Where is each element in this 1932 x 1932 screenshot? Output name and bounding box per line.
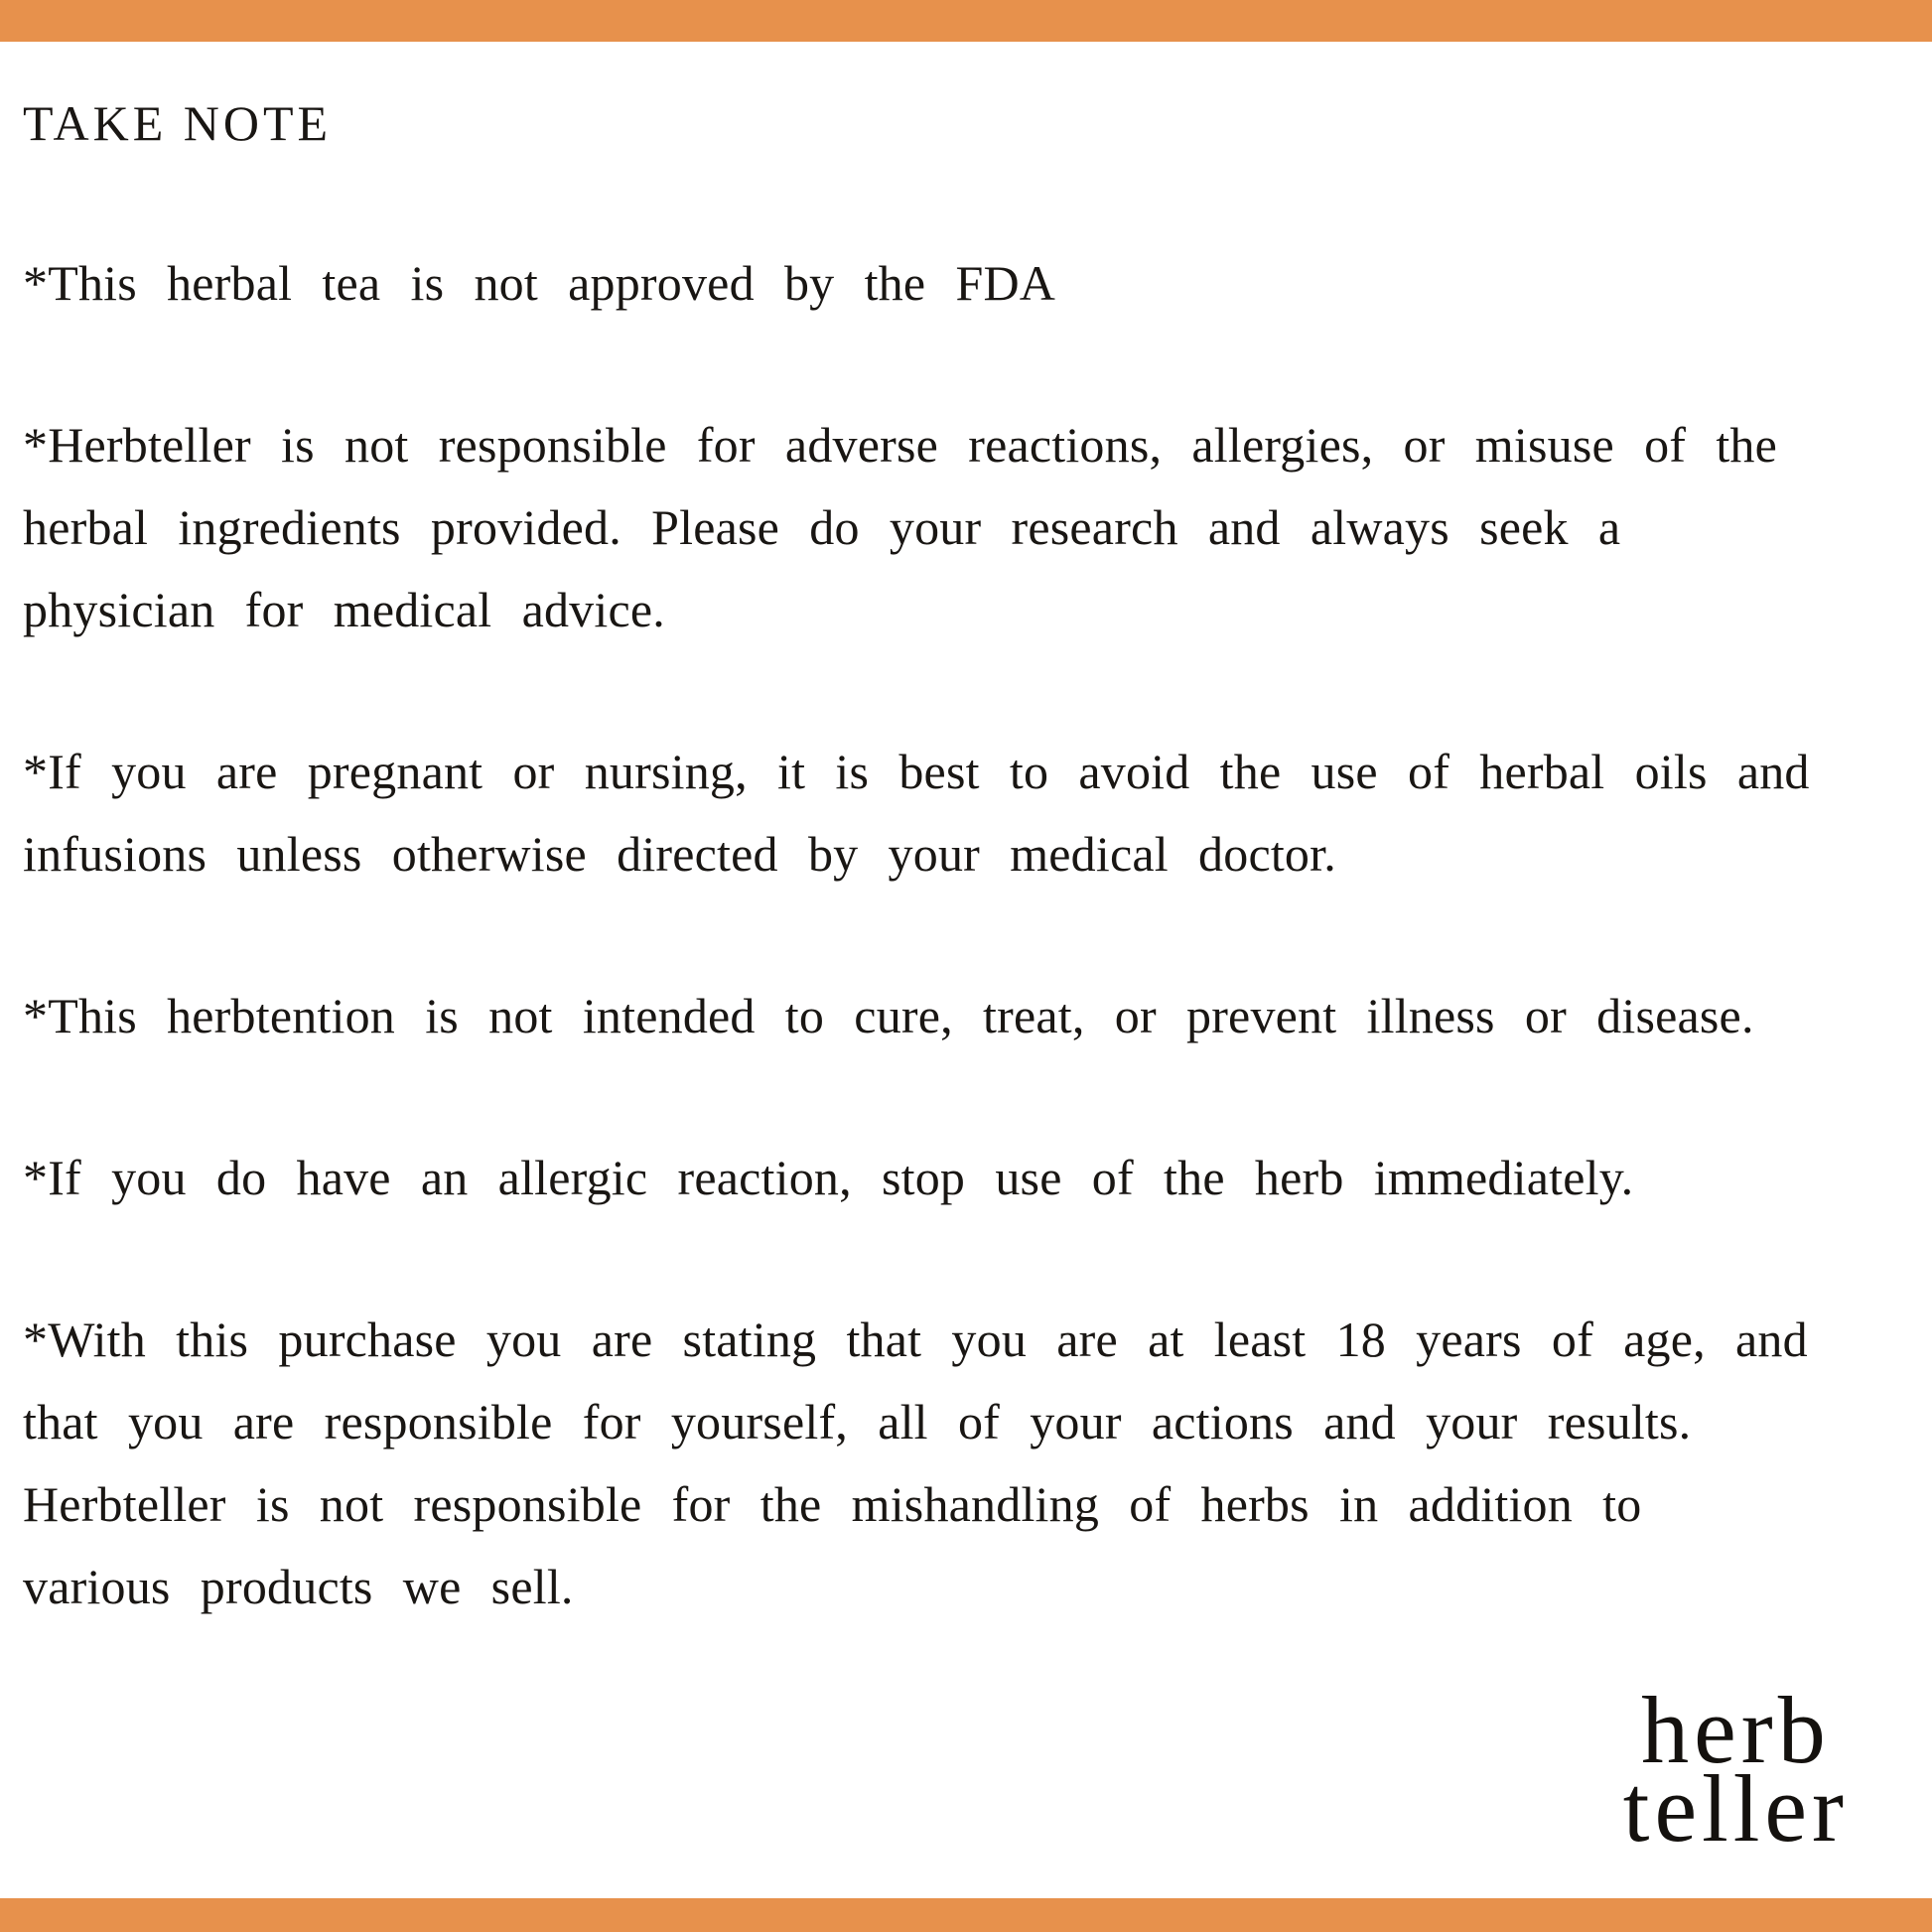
disclaimer-line: infusions unless otherwise directed by your medical doctor. — [23, 826, 1336, 882]
disclaimer-line: *This herbtention is not intended to cure, treat, or prevent illness or disease. — [23, 988, 1754, 1043]
bottom-accent-bar — [0, 1898, 1932, 1932]
disclaimer-paragraph-age — [23, 1299, 1882, 1628]
disclaimer-paragraph-allergy — [23, 1137, 1882, 1219]
disclaimer-line: *Herbteller is not responsible for adverse reactions, allergies, or misuse of the — [23, 417, 1778, 473]
top-accent-bar — [0, 0, 1932, 42]
brand-logo-word-herb: herb — [1641, 1677, 1831, 1783]
disclaimer-paragraph-fda — [23, 242, 1882, 325]
brand-logo-word-teller: teller — [1622, 1755, 1849, 1862]
disclaimer-line: that you are responsible for yourself, all of your actions and your results. — [23, 1394, 1692, 1449]
disclaimer-line: *This herbal tea is not approved by the FDA — [23, 255, 1056, 311]
page-title: TAKE NOTE — [23, 95, 333, 151]
disclaimer-paragraph-pregnancy — [23, 731, 1882, 896]
disclaimer-line: *If you do have an allergic reaction, stop use of the herb immediately. — [23, 1150, 1634, 1205]
disclaimer-line: herbal ingredients provided. Please do your research and always seek a — [23, 499, 1621, 555]
disclaimer-paragraph-liability — [23, 404, 1882, 651]
disclaimer-line: *If you are pregnant or nursing, it is best to avoid the use of herbal oils and — [23, 744, 1810, 799]
disclaimer-line: physician for medical advice. — [23, 582, 665, 637]
disclaimer-content — [0, 42, 1932, 1628]
disclaimer-line: various products we sell. — [23, 1559, 574, 1614]
disclaimer-line: Herbteller is not responsible for the mishandling of herbs in addition to — [23, 1476, 1642, 1532]
disclaimer-line: *With this purchase you are stating that you are at least 18 years of age, and — [23, 1311, 1808, 1367]
brand-logo — [1622, 1677, 1849, 1862]
disclaimer-paragraph-cure — [23, 975, 1882, 1057]
